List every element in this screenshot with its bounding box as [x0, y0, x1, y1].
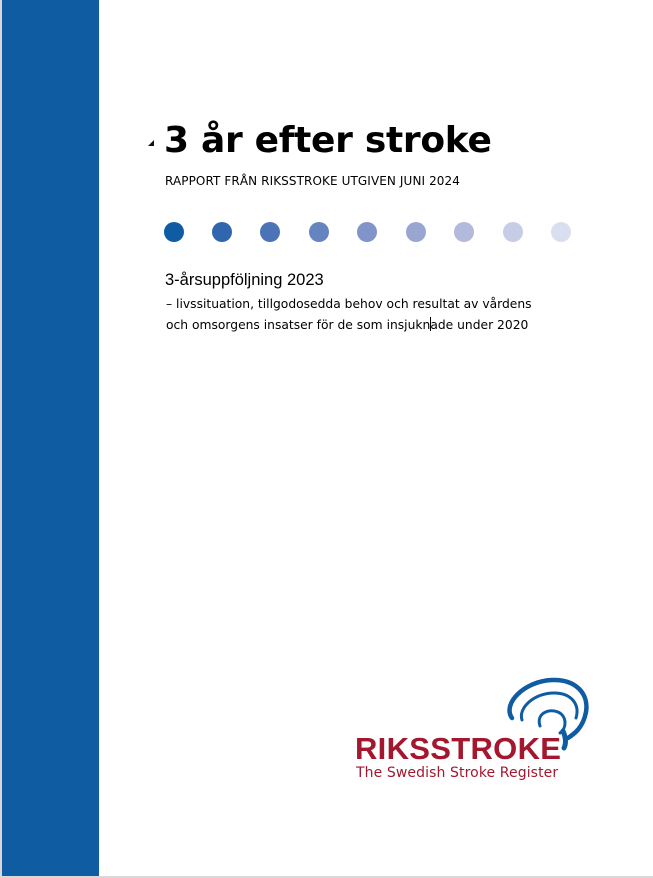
- description-line-1[interactable]: – livssituation, tillgodosedda behov och resultat av vårdens: [166, 297, 532, 311]
- riksstroke-wordmark: RIKSSTROKE: [355, 731, 562, 766]
- dot-1-icon: [164, 222, 184, 242]
- description-line-2[interactable]: [166, 315, 532, 336]
- dot-5-icon: [357, 222, 377, 242]
- dot-7-icon: [454, 222, 474, 242]
- riksstroke-tagline: The Swedish Stroke Register: [356, 765, 559, 781]
- dot-4-icon: [309, 222, 329, 242]
- report-heading[interactable]: 3-årsuppföljning 2023: [165, 271, 324, 289]
- dot-3-icon: [260, 222, 280, 242]
- paragraph-anchor-icon: [148, 140, 154, 146]
- dot-8-icon: [503, 222, 523, 242]
- description-line-2-end: ade under 2020: [430, 318, 529, 332]
- dot-6-icon: [406, 222, 426, 242]
- description-line-2-start: och omsorgens insatser för de som insjukn: [166, 318, 431, 332]
- dot-9-icon: [551, 222, 571, 242]
- report-subtitle[interactable]: RAPPORT FRÅN RIKSSTROKE UTGIVEN JUNI 2024: [165, 174, 461, 188]
- report-description[interactable]: [166, 294, 532, 336]
- cover-sidebar-band: [2, 0, 99, 876]
- dot-2-icon: [212, 222, 232, 242]
- report-title[interactable]: 3 år efter stroke: [164, 120, 492, 161]
